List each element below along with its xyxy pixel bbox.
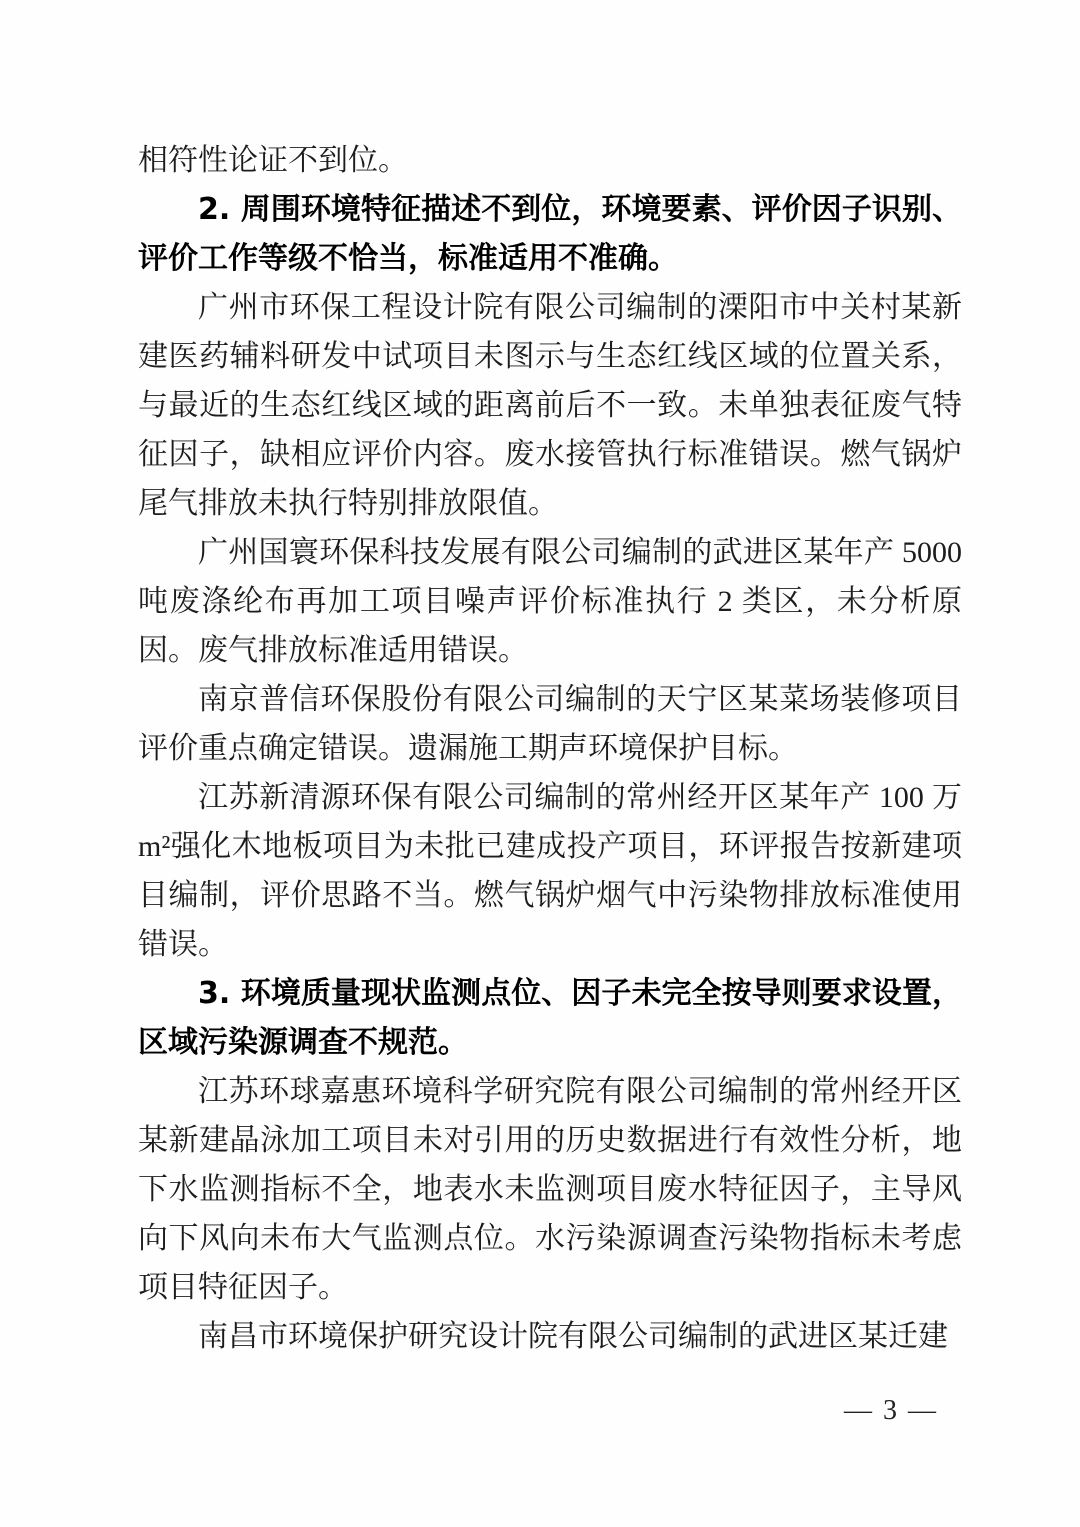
body-paragraph-continuation: 相符性论证不到位。 [138, 144, 408, 177]
document-body [138, 136, 962, 1361]
section-heading-3: 3. 环境质量现状监测点位、因子未完全按导则要求设置，区域污染源调查不规范。 [138, 976, 962, 1060]
body-paragraph: 江苏环球嘉惠环境科学研究院有限公司编制的常州经开区某新建晶泳加工项目未对引用的历史数据进行有效性分析，地下水监测指标不全，地表水未监测项目废水特征因子，主导风向下风向未布大气监测点位。水污染源调查污染物指标未考虑项目特征因子。 [138, 1075, 962, 1304]
body-paragraph: 江苏新清源环保有限公司编制的常州经开区某年产 100 万m²强化木地板项目为未批已建成投产项目，环评报告按新建项目编制，评价思路不当。燃气锅炉烟气中污染物排放标准使用错误。 [138, 781, 962, 961]
body-paragraph: 广州市环保工程设计院有限公司编制的溧阳市中关村某新建医药辅料研发中试项目未图示与生态红线区域的位置关系，与最近的生态红线区域的距离前后不一致。未单独表征废气特征因子，缺相应评价内容。废水接管执行标准错误。燃气锅炉尾气排放未执行特别排放限值。 [138, 291, 962, 520]
body-paragraph: 南京普信环保股份有限公司编制的天宁区某菜场装修项目评价重点确定错误。遗漏施工期声环境保护目标。 [138, 683, 962, 765]
body-paragraph: 广州国寰环保科技发展有限公司编制的武进区某年产 5000 吨废涤纶布再加工项目噪声评价标准执行 2 类区，未分析原因。废气排放标准适用错误。 [138, 536, 962, 667]
page-number: — 3 — [844, 1395, 938, 1426]
body-paragraph: 南昌市环境保护研究设计院有限公司编制的武进区某迁建 [198, 1320, 948, 1353]
section-heading-2: 2. 周围环境特征描述不到位，环境要素、评价因子识别、评价工作等级不恰当，标准适用不准确。 [138, 192, 962, 276]
